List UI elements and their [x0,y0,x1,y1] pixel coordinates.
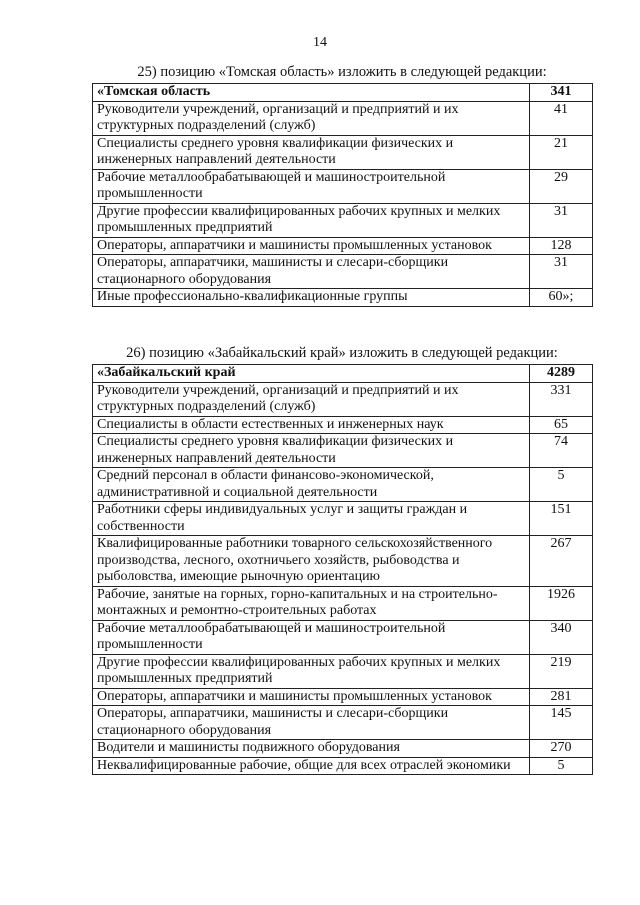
table-row [93,536,593,587]
region-total: 4289 [530,365,593,383]
row-label: Операторы, аппаратчики, машинисты и слесари-сборщики стационарного оборудования [93,255,530,289]
row-label: Квалифицированные работники товарного сельскохозяйственного производства, лесного, охотничьего хозяйств, рыбоводства и рыболовства, имеющие рыночную ориентацию [93,536,530,587]
region-total: 341 [530,84,593,102]
table-row [93,289,593,307]
table-row [93,237,593,255]
table-row [93,757,593,775]
row-label: Рабочие, занятые на горных, горно-капитальных и на строительно-монтажных и ремонтно-строительных работах [93,586,530,620]
row-label: Операторы, аппаратчики, машинисты и слесари-сборщики стационарного оборудования [93,706,530,740]
page-number: 14 [313,35,327,50]
table-header-row [93,84,593,102]
row-label: Водители и машинисты подвижного оборудования [93,740,530,758]
tomsk-region-table [92,83,593,307]
table-row [93,434,593,468]
row-value: 65 [530,416,593,434]
row-value: 219 [530,654,593,688]
table-row [93,101,593,135]
table-row [93,688,593,706]
row-value: 151 [530,502,593,536]
row-value: 281 [530,688,593,706]
table-row [93,586,593,620]
section-25-intro: 25) позицию «Томская область» изложить в следующей редакции: [137,64,547,80]
row-value: 41 [530,101,593,135]
table-header-row [93,365,593,383]
zabaykalsky-krai-table [92,364,593,775]
row-label: Рабочие металлообрабатывающей и машиностроительной промышленности [93,169,530,203]
row-value: 31 [530,203,593,237]
table-row [93,135,593,169]
region-name: «Томская область [93,84,530,102]
table-row [93,416,593,434]
row-value: 331 [530,382,593,416]
row-value: 5 [530,468,593,502]
row-label: Средний персонал в области финансово-экономической, административной и социальной деятельности [93,468,530,502]
row-label: Работники сферы индивидуальных услуг и защиты граждан и собственности [93,502,530,536]
row-value: 5 [530,757,593,775]
table-row [93,169,593,203]
row-value: 60»; [530,289,593,307]
row-label: Неквалифицированные рабочие, общие для всех отраслей экономики [93,757,530,775]
table-row [93,654,593,688]
table-row [93,706,593,740]
row-label: Рабочие металлообрабатывающей и машиностроительной промышленности [93,620,530,654]
row-label: Другие профессии квалифицированных рабочих крупных и мелких промышленных предприятий [93,203,530,237]
row-value: 1926 [530,586,593,620]
row-label: Руководители учреждений, организаций и предприятий и их структурных подразделений (служб) [93,101,530,135]
row-value: 29 [530,169,593,203]
row-label: Другие профессии квалифицированных рабочих крупных и мелких промышленных предприятий [93,654,530,688]
row-value: 21 [530,135,593,169]
table-row [93,502,593,536]
table-row [93,382,593,416]
row-value: 340 [530,620,593,654]
row-value: 145 [530,706,593,740]
row-value: 74 [530,434,593,468]
row-label: Операторы, аппаратчики и машинисты промышленных установок [93,688,530,706]
region-name: «Забайкальский край [93,365,530,383]
row-label: Иные профессионально-квалификационные группы [93,289,530,307]
row-label: Руководители учреждений, организаций и предприятий и их структурных подразделений (служб) [93,382,530,416]
row-label: Специалисты среднего уровня квалификации физических и инженерных направлений деятельности [93,434,530,468]
row-value: 31 [530,255,593,289]
row-label: Операторы, аппаратчики и машинисты промышленных установок [93,237,530,255]
table-row [93,203,593,237]
table-row [93,255,593,289]
row-label: Специалисты в области естественных и инженерных наук [93,416,530,434]
row-value: 128 [530,237,593,255]
table-row [93,468,593,502]
row-value: 267 [530,536,593,587]
table-row [93,620,593,654]
table-row [93,740,593,758]
row-label: Специалисты среднего уровня квалификации физических и инженерных направлений деятельности [93,135,530,169]
row-value: 270 [530,740,593,758]
section-26-intro: 26) позицию «Забайкальский край» изложить в следующей редакции: [126,345,558,361]
